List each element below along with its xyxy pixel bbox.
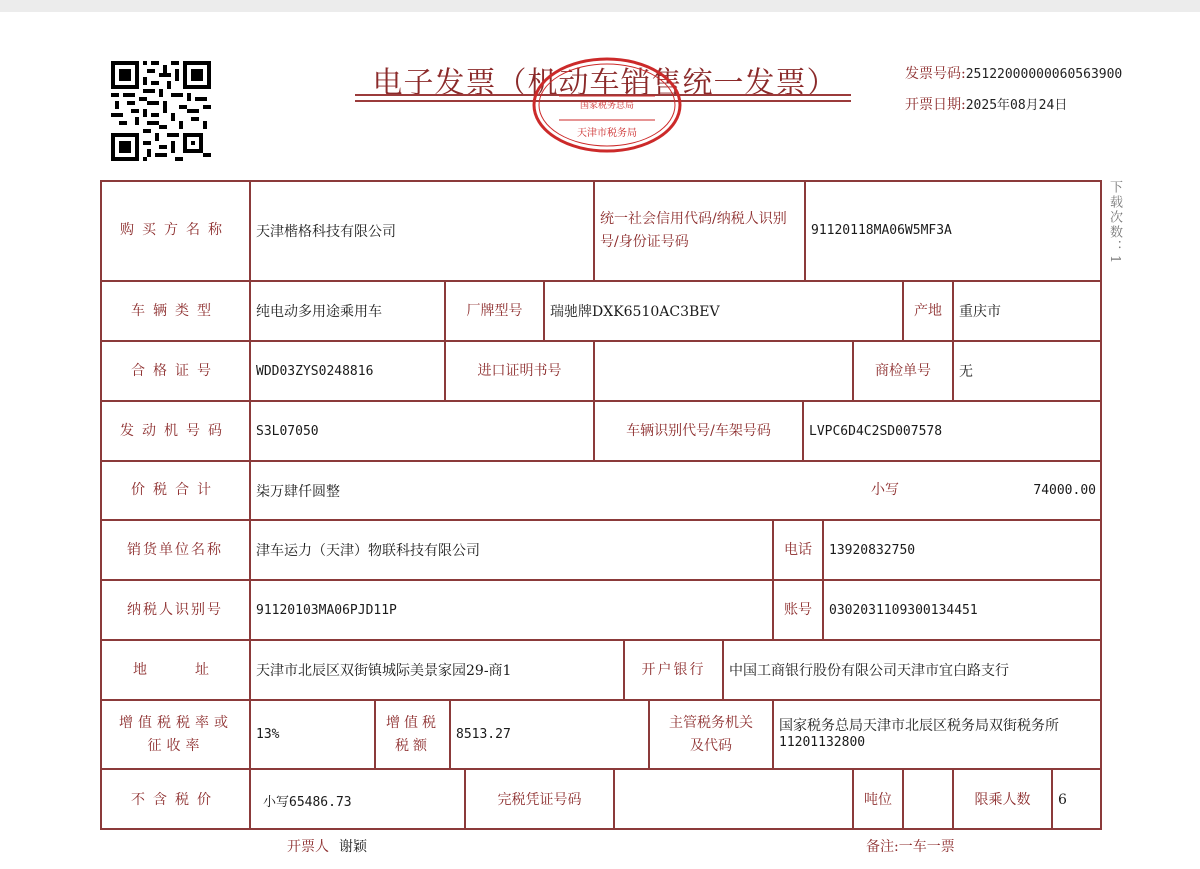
seller: 津车运力（天津）物联科技有限公司: [256, 543, 480, 559]
tax-seal: [531, 56, 683, 154]
engine-label: 发动机号码: [120, 422, 230, 439]
inspection: 无: [959, 364, 973, 380]
invoice-date-label: 开票日期:: [905, 97, 966, 113]
brand-model-label: 厂牌型号: [466, 302, 523, 319]
issuer-label: 开票人: [287, 839, 329, 855]
vin-label: 车辆识别代号/车架号码: [626, 422, 771, 439]
top-bar: [0, 0, 1200, 12]
account: 0302031109300134451: [829, 602, 978, 618]
vat-label: 增值税税额: [386, 715, 440, 754]
total-words: 柒万肆仟圆整: [256, 483, 340, 500]
seller-label: 销货单位名称: [127, 541, 223, 558]
total-small: 74000.00: [1033, 483, 1096, 498]
address: 天津市北辰区双街镇城际美景家园29-商1: [256, 663, 512, 679]
origin-label: 产地: [914, 302, 942, 319]
col-divider: [593, 180, 595, 280]
invoice-date: [905, 94, 1067, 114]
bank-label: 开户银行: [641, 661, 706, 678]
authority-label: 主管税务机关及代码: [669, 715, 753, 754]
seats-label: 限乘人数: [974, 791, 1031, 808]
buyer-name-label: 购买方名称: [120, 222, 230, 239]
authority-cell: [774, 701, 1100, 768]
invoice-date-value: 2025年08月24日: [965, 98, 1068, 113]
vehicle-type-label: 车辆类型: [131, 302, 219, 319]
credit-code: 91120118MA06W5MF3A: [811, 223, 952, 238]
inspection-label: 商检单号: [875, 362, 931, 379]
tonnage-label: 吨位: [864, 791, 892, 808]
buyer-name: 天津楷格科技有限公司: [256, 223, 396, 240]
seal-text-1: 国家税务总局: [579, 101, 635, 111]
remark-value: 一车一票: [898, 839, 955, 855]
import-cert: [595, 342, 852, 400]
total-small-label: 小写: [871, 482, 899, 499]
taxpayer-id: 91120103MA06PJD11P: [256, 602, 397, 618]
address-label: 地址: [133, 661, 257, 678]
import-cert-label: 进口证明书号: [477, 362, 562, 379]
vehicle-type: 纯电动多用途乘用车: [256, 304, 382, 320]
bank: 中国工商银行股份有限公司天津市宜白路支行: [729, 663, 1009, 679]
authority-code: 11201132800: [779, 735, 866, 751]
invoice-number: [905, 63, 1122, 83]
tax-rate: 13%: [256, 727, 280, 742]
tax-proof-label: 完税凭证号码: [497, 791, 582, 808]
qr-code: [111, 61, 211, 161]
pretax-label: 不含税价: [131, 791, 219, 808]
remark-label: 备注:: [866, 839, 899, 855]
phone: 13920832750: [829, 542, 916, 558]
invoice-number-value: 25122000000060563900: [965, 67, 1123, 82]
credit-code-label: 统一社会信用代码/纳税人识别号/身份证号码: [600, 211, 787, 250]
cert-no: WDD03ZYS0248816: [256, 363, 374, 379]
pretax: 小写65486.73: [263, 794, 352, 810]
remark: [866, 836, 955, 856]
invoice-number-label: 发票号码:: [905, 66, 966, 82]
tax-proof: [615, 770, 852, 830]
col-divider: [648, 699, 650, 768]
col-divider: [374, 699, 376, 768]
issuer-name: 谢颖: [339, 839, 367, 855]
vat: 8513.27: [456, 727, 511, 742]
seal-text-2: 天津市税务局: [577, 128, 637, 139]
origin: 重庆市: [959, 304, 1001, 320]
total-label: 价税合计: [131, 482, 219, 499]
authority: 国家税务总局天津市北辰区税务局双街税务所: [779, 717, 1059, 734]
brand-model: 瑞驰牌DXK6510AC3BEV: [550, 304, 720, 320]
phone-label: 电话: [784, 541, 812, 558]
engine: S3L07050: [256, 423, 319, 439]
account-label: 账号: [784, 601, 812, 618]
cert-no-label: 合格证号: [131, 362, 219, 379]
invoice-title: 电子发票（机动车销售统一发票）: [372, 66, 838, 101]
download-count: 下载次数：1: [1107, 180, 1122, 266]
tax-rate-label: 增值税税率或征收率: [119, 715, 233, 754]
tonnage: [904, 770, 952, 830]
issuer: [287, 836, 367, 856]
taxpayer-id-label: 纳税人识别号: [127, 601, 223, 618]
vin: LVPC6D4C2SD007578: [809, 423, 943, 439]
seats: 6: [1058, 792, 1067, 808]
